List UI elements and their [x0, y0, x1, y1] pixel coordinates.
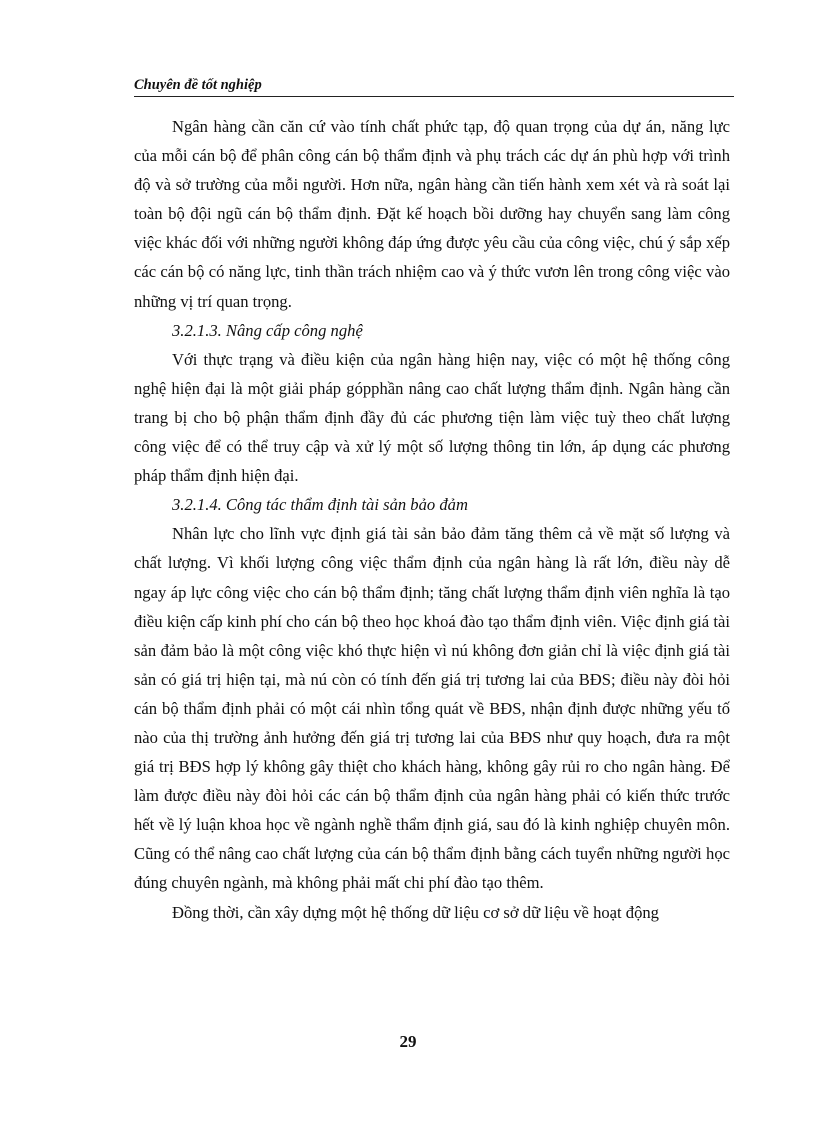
paragraph-technology: Với thực trạng và điều kiện của ngân hàng hiện nay, việc có một hệ thống công nghệ hiện đại là một giải pháp gópphần nâng cao chất lượng thẩm định. Ngân hàng cần trang bị cho bộ phận thẩm định đầy đủ các phương tiện làm việc tuỳ theo chất lượng công việc để có thể truy cập và xử lý một số lượng thông tin lớn, áp dụng các phương pháp thẩm định hiện đại.: [134, 349, 730, 486]
paragraph-database: Đồng thời, cần xây dựng một hệ thống dữ liệu cơ sở dữ liệu về hoạt động: [172, 902, 659, 922]
section-heading-collateral: 3.2.1.4. Công tác thẩm định tài sản bảo đảm: [172, 495, 468, 515]
page-body: [134, 112, 730, 927]
page-number: 29: [399, 1032, 417, 1051]
paragraph-collateral: Nhân lực cho lĩnh vực định giá tài sản bảo đảm tăng thêm cả về mặt số lượng và chất lượng. Vì khối lượng công việc thẩm định của ngân hàng là rất lớn, điều này dễ ngay áp lực công việc cho cán bộ thẩm định; tăng chất lượng thẩm định viên nghĩa là tạo điều kiện cấp kinh phí cho cán bộ theo học khoá đào tạo thẩm định viên. Việc định giá tài sản đảm bảo là một công việc khó thực hiện vì nú không đơn giản chỉ là việc định giá tài sản có giá trị hiện tại, mà nú còn có tính đến giá trị tương lai của BĐS; điều này đòi hỏi cán bộ thẩm định phải có một cái nhìn tổng quát về BĐS, nhận định được những yếu tố nào của thị trường ảnh hưởng đến giá trị tương lai của BĐS như quy hoạch, đưa ra một giá trị BĐS hợp lý không gây thiệt cho khách hàng, không gây rủi ro cho ngân hàng. Để làm được điều này đòi hỏi các cán bộ thẩm định của ngân hàng phải có kiến thức trước hết về lý luận khoa học về ngành nghề thẩm định giá, sau đó là kinh nghiệp chuyên môn. Cũng có thể nâng cao chất lượng của cán bộ thẩm định bằng cách tuyển những người học đúng chuyên ngành, mà không phải mất chi phí đào tạo thêm.: [134, 524, 730, 893]
running-header: Chuyên đề tốt nghiệp: [134, 76, 734, 97]
paragraph-staffing: Ngân hàng cần căn cứ vào tính chất phức tạp, độ quan trọng của dự án, năng lực của mỗi cán bộ để phân công cán bộ thẩm định và phụ trách các dự án phù hợp với trình độ và sở trường của mỗi người. Hơn nữa, ngân hàng cần tiến hành xem xét và rà soát lại toàn bộ đội ngũ cán bộ thẩm định. Đặt kế hoạch bồi dưỡng hay chuyển sang làm công việc khác đối với những người không đáp ứng được yêu cầu của công việc, chú ý sắp xếp các cán bộ có năng lực, tinh thần trách nhiệm cao và ý thức vươn lên trong công việc vào những vị trí quan trọng.: [134, 117, 730, 311]
section-heading-technology: 3.2.1.3. Nâng cấp công nghệ: [172, 320, 363, 340]
